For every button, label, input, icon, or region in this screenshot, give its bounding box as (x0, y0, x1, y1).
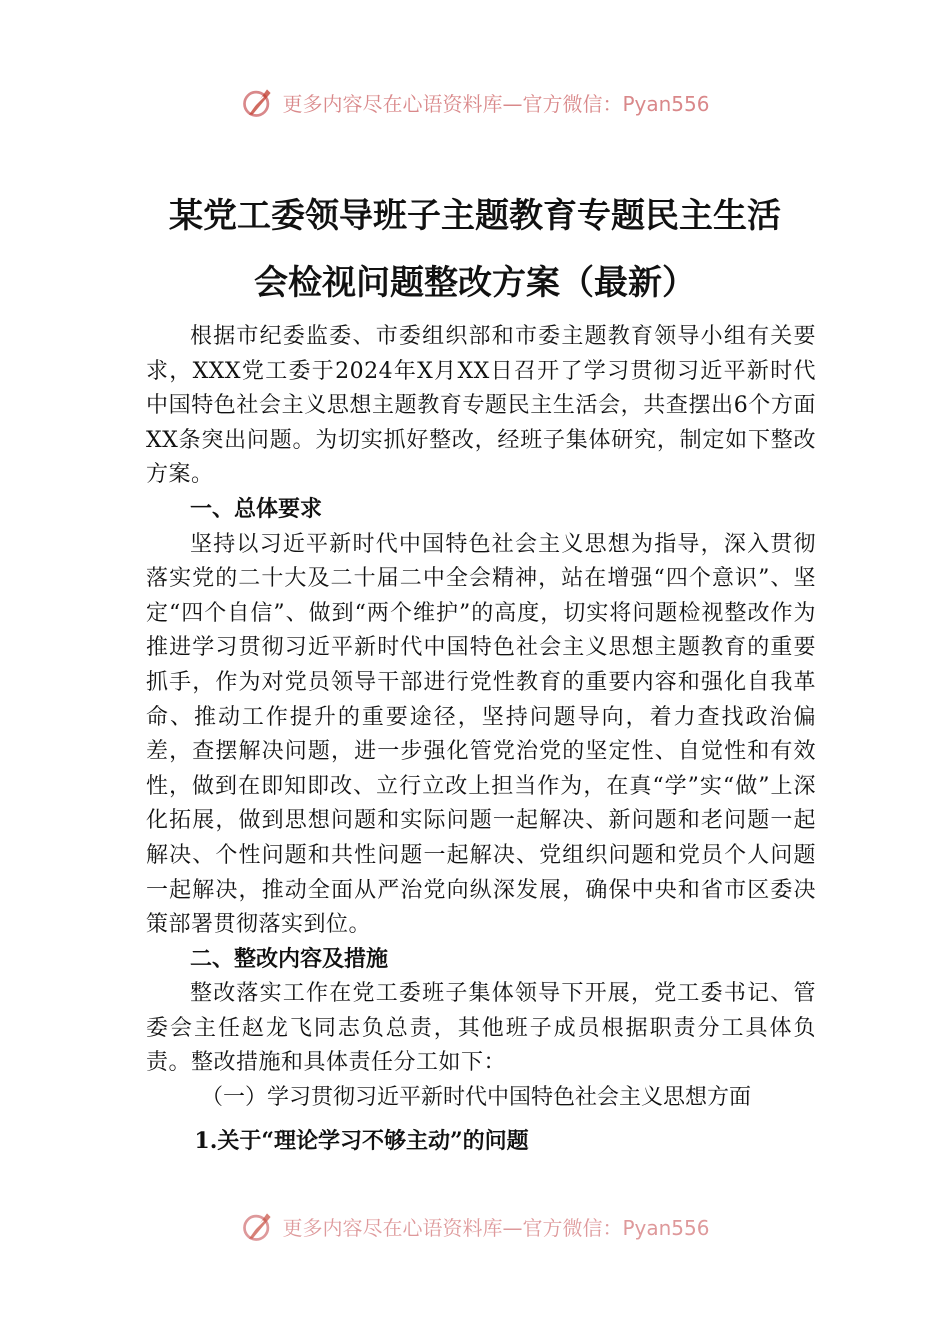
section-2-heading: 二、整改内容及措施 (190, 946, 389, 972)
document-title-line-1: 某党工委领导班子主题教育专题民主生活 (169, 196, 781, 236)
watermark-top (0, 84, 950, 120)
item-1-heading: 1.关于“理论学习不够主动”的问题 (194, 1127, 529, 1154)
document-body (146, 320, 816, 1158)
feather-pen-logo-icon (240, 84, 276, 120)
feather-pen-logo-icon (240, 1208, 276, 1244)
section-2-paragraph: 整改落实工作在党工委班子集体领导下开展，党工委书记、管委会主任赵龙飞同志负总责，其他班子成员根据职责分工具体负责。整改措施和具体责任分工如下： (146, 981, 816, 1076)
subsection-1-heading: （一）学习贯彻习近平新时代中国特色社会主义思想方面 (201, 1085, 752, 1111)
document-title-line-2: 会检视问题整改方案（最新） (254, 263, 696, 303)
watermark-text: 更多内容尽在心语资料库—官方微信：Pyan556 (282, 1215, 710, 1240)
watermark-text: 更多内容尽在心语资料库—官方微信：Pyan556 (282, 91, 710, 116)
intro-paragraph: 根据市纪委监委、市委组织部和市委主题教育领导小组有关要求，XXX党工委于2024年X月XX日召开了学习贯彻习近平新时代中国特色社会主义思想主题教育专题民主生活会，共查摆出6个方面XX条突出问题。为切实抓好整改，经班子集体研究，制定如下整改方案。 (146, 324, 816, 488)
section-1-paragraph: 坚持以习近平新时代中国特色社会主义思想为指导，深入贯彻落实党的二十大及二十届二中全会精神，站在增强“四个意识”、坚定“四个自信”、做到“两个维护”的高度，切实将问题检视整改作为推进学习贯彻习近平新时代中国特色社会主义思想主题教育的重要抓手，作为对党员领导干部进行党性教育的重要内容和强化自我革命、推动工作提升的重要途径，坚持问题导向，着力查找政治偏差，查摆解决问题，进一步强化管党治党的坚定性、自觉性和有效性，做到在即知即改、立行立改上担当作为，在真“学”实“做”上深化拓展，做到思想问题和实际问题一起解决、新问题和老问题一起解决、个性问题和共性问题一起解决、党组织问题和党员个人问题一起解决，推动全面从严治党向纵深发展，确保中央和省市区委决策部署贯彻落实到位。 (146, 531, 816, 938)
section-1-heading: 一、总体要求 (190, 496, 323, 522)
watermark-bottom (0, 1208, 950, 1244)
